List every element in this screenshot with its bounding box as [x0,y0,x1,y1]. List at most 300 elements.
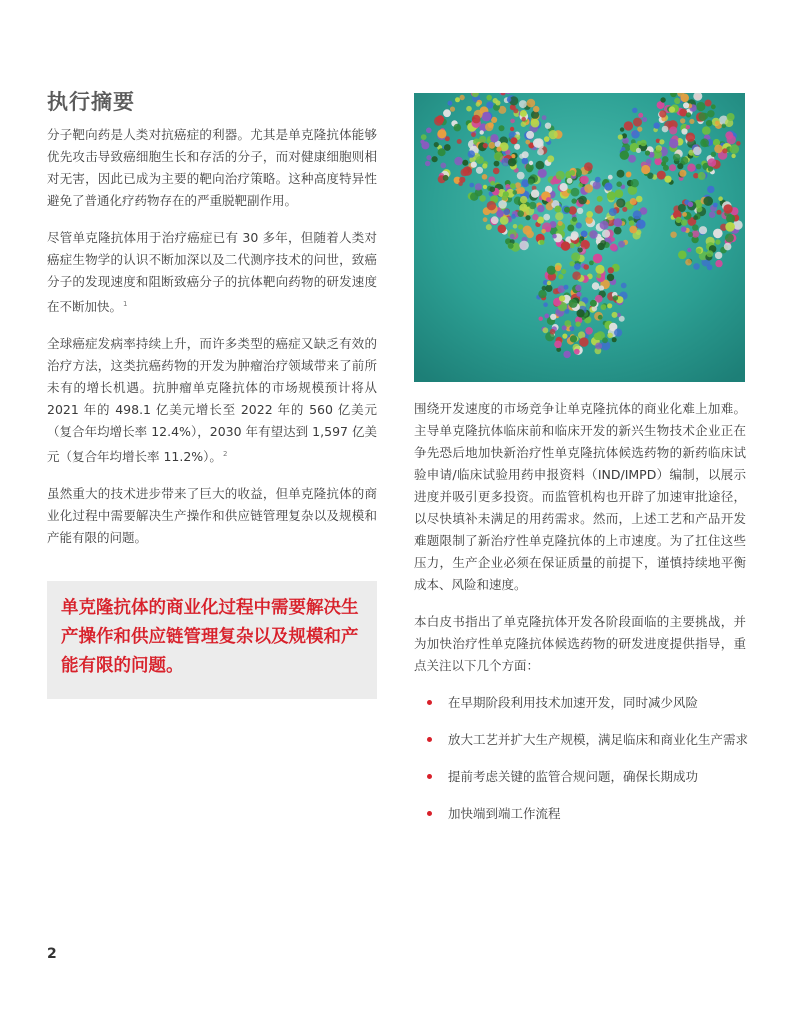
bullet-dot-icon [427,700,432,705]
molecule-bead [614,227,622,235]
molecule-bead [659,110,666,117]
molecule-bead [476,156,484,164]
molecule-bead [495,100,500,105]
molecule-bead [725,131,733,139]
molecule-bead [564,285,569,290]
molecule-bead [730,144,740,154]
molecule-bead [717,210,722,215]
molecule-bead [702,126,711,135]
molecule-bead [480,130,484,134]
molecule-bead [426,128,432,134]
molecule-bead [437,129,446,138]
molecule-bead [486,95,492,101]
molecule-bead [696,164,702,170]
paragraph-intro: 分子靶向药是人类对抗癌症的利器。尤其是单克隆抗体能够优先攻击导致癌细胞生长和存活的分子，而对健康细胞则相对无害，因此已成为主要的靶向治疗策略。这种高度特异性避免了普通化疗药物存在的严重脱靶副作用。 [47,127,377,208]
molecule-bead [544,314,549,319]
molecule-bead [483,217,488,222]
focus-list [414,692,749,825]
molecule-bead [607,191,616,200]
molecule-bead [503,209,509,215]
molecule-bead [574,263,581,270]
molecule-bead [612,312,618,318]
molecule-bead [542,115,547,120]
molecule-bead [618,241,625,248]
molecule-bead [498,200,507,209]
molecule-bead [620,151,629,160]
molecule-bead [698,172,706,180]
molecule-bead [458,181,463,186]
molecule-bead [616,198,625,207]
list-item: 加快端到端工作流程 [414,803,746,825]
molecule-bead [696,248,702,254]
molecule-bead [459,95,464,100]
molecule-bead [500,216,509,225]
molecule-bead [707,110,714,117]
molecule-bead [584,162,593,171]
molecule-bead [486,102,493,109]
molecule-bead [482,163,487,168]
molecule-bead [660,97,665,102]
molecule-bead [544,136,550,142]
molecule-bead [680,94,689,103]
molecule-bead [682,212,687,217]
molecule-bead [693,215,698,220]
molecule-bead [514,144,520,150]
pull-quote-box [47,581,377,699]
molecule-bead [610,237,615,242]
molecule-bead [443,175,449,181]
molecule-bead [722,148,727,153]
molecule-bead [529,202,536,209]
molecule-bead [707,264,713,270]
molecule-bead [572,271,581,280]
molecule-bead [628,155,636,163]
molecule-bead [471,162,477,168]
molecule-bead [543,327,549,333]
molecule-bead [669,106,675,112]
molecule-bead [711,104,716,109]
molecule-bead [539,317,543,321]
molecule-bead [578,196,587,205]
molecule-bead [469,183,474,188]
molecule-bead [688,202,693,207]
molecule-bead [517,210,524,217]
molecule-bead [510,119,515,124]
molecule-bead [657,171,666,180]
molecule-bead [462,160,468,166]
molecule-bead [531,119,540,128]
molecule-bead [681,128,687,134]
molecule-bead [576,222,582,228]
molecule-bead [608,175,613,180]
molecule-bead [486,139,490,143]
molecule-bead [490,187,496,193]
list-item: 放大工艺并扩大生产规模，满足临床和商业化生产需求 [414,729,746,751]
footnote-ref-2[interactable]: 2 [222,450,228,459]
molecule-bead [601,304,607,310]
molecule-bead [508,158,516,166]
molecule-bead [567,178,573,184]
molecule-bead [564,320,571,327]
molecule-bead [607,274,614,281]
molecule-bead [700,138,709,147]
molecule-bead [692,224,698,230]
molecule-bead [519,100,527,108]
molecule-bead [541,229,546,234]
molecule-bead [475,183,482,190]
molecule-bead [689,119,694,124]
molecule-bead [570,170,576,176]
molecule-bead [722,124,727,129]
molecule-bead [727,113,735,121]
molecule-bead [448,101,453,106]
molecule-bead [564,309,569,314]
molecule-bead [554,206,561,213]
molecule-bead [618,134,623,139]
bullet-dot-icon [427,737,432,742]
molecule-bead [706,120,712,126]
molecule-bead [571,252,580,261]
bullet-dot-icon [427,774,432,779]
molecule-bead [685,259,692,266]
molecule-bead [602,230,610,238]
molecule-bead [599,285,604,290]
molecule-bead [536,161,545,170]
molecule-bead [493,168,500,175]
molecule-bead [537,149,544,156]
molecule-bead [520,196,528,204]
molecule-bead [678,251,687,260]
molecule-bead [491,216,499,224]
molecule-bead [673,154,681,162]
molecule-bead [681,219,687,225]
molecule-bead [723,204,732,213]
molecule-bead [561,241,570,250]
molecule-bead [454,157,463,166]
molecule-bead [482,174,488,180]
molecule-bead [669,164,676,171]
page-number: 2 [47,946,57,962]
molecule-bead [527,99,536,108]
molecule-bead [586,211,593,218]
paragraph-history: 尽管单克隆抗体用于治疗癌症已有 30 多年，但随着人类对癌症生物学的认识不断加深以及二代测序技术的问世，致癌分子的发现速度和阻断致癌分子的抗体靶向药物的研发速度在不断加快。$^1$ [47,230,377,315]
molecule-bead [629,220,635,226]
molecule-bead [538,290,546,298]
molecule-bead [483,185,487,189]
molecule-bead [633,210,642,219]
molecule-bead [598,315,603,320]
molecule-bead [617,170,625,178]
molecule-bead [709,211,716,218]
molecule-bead [569,299,578,308]
molecule-bead [686,133,695,142]
molecule-bead [479,136,487,144]
molecule-bead [705,100,712,107]
molecule-bead [664,176,671,183]
molecule-bead [561,269,566,274]
molecule-bead [533,106,539,112]
molecule-bead [654,122,660,128]
molecule-bead [616,181,622,187]
paragraph-market: 全球癌症发病率持续上升，而许多类型的癌症又缺乏有效的治疗方法，这类抗癌药物的开发为肿瘤治疗领域带来了前所未有的增长机遇。抗肿瘤单克隆抗体的市场规模预计将从 2021 年的 498.1 亿美元增长至 2022 年的 560 亿美元（复合年均增长率 12.4%），2030 年有望达到 1,597 亿美元（复合年均增长率 11.2%）。$^2$ [47,336,377,465]
molecule-bead [584,184,593,193]
molecule-bead [517,172,525,180]
molecule-bead [518,224,523,229]
molecule-bead [681,227,687,233]
molecule-bead [579,337,588,346]
molecule-bead [597,196,603,202]
molecule-bead [679,170,686,177]
molecule-bead [525,215,530,220]
molecule-bead [731,154,735,158]
molecule-bead [454,124,462,132]
molecule-bead [724,243,732,251]
molecule-bead [654,158,661,165]
molecule-bead [529,161,533,165]
molecule-bead [555,212,563,220]
molecule-bead [693,147,702,156]
molecule-bead [526,131,534,139]
molecule-bead [713,203,718,208]
molecule-bead [563,351,570,358]
molecule-bead [562,334,567,339]
molecule-bead [531,190,539,198]
molecule-bead [513,224,518,229]
molecule-bead [589,261,594,266]
molecule-bead [600,221,609,230]
molecule-bead [610,244,617,251]
molecule-bead [624,121,633,130]
molecule-bead [593,254,603,264]
molecule-bead [645,150,650,155]
molecule-bead [513,190,518,195]
molecule-bead [612,337,617,342]
molecule-bead [577,309,585,317]
molecule-bead [552,234,557,239]
molecule-bead [559,295,565,301]
molecule-bead [511,137,518,144]
molecule-bead [545,123,551,129]
molecule-bead [560,183,568,191]
molecule-bead [432,156,438,162]
molecule-bead [607,333,613,339]
molecule-bead [590,300,597,307]
molecule-bead [633,118,642,127]
molecule-bead [629,226,637,234]
molecule-bead [490,181,495,186]
molecule-bead [547,155,554,162]
molecule-bead [676,217,682,223]
molecule-bead [706,250,713,257]
molecule-bead [438,148,446,156]
molecule-bead [577,247,582,252]
molecule-bead [558,274,563,279]
molecule-bead [725,233,734,242]
molecule-bead [450,107,455,112]
molecule-bead [519,154,524,159]
molecule-bead [476,167,483,174]
molecule-bead [597,243,604,250]
molecule-bead [555,265,561,271]
molecule-bead [620,127,624,131]
molecule-bead [502,195,508,201]
molecule-bead [696,102,705,111]
molecule-bead [614,329,622,337]
molecule-bead [677,163,683,169]
molecule-bead [550,329,556,335]
molecule-bead [714,145,723,154]
molecule-bead [468,150,475,157]
molecule-bead [543,302,548,307]
molecule-bead [604,183,612,191]
molecule-bead [688,232,693,237]
molecule-bead [457,139,462,144]
molecule-bead [494,161,500,167]
molecule-bead [698,112,707,121]
molecule-bead [715,260,722,267]
molecule-bead [613,295,618,300]
molecule-bead [569,261,574,266]
molecule-bead [713,229,723,239]
molecule-bead [426,155,431,160]
molecule-bead [470,193,478,201]
molecule-bead [659,139,664,144]
molecule-bead [499,125,505,131]
molecule-bead [522,158,529,165]
molecule-bead [479,195,486,202]
molecule-bead [708,166,713,171]
molecule-bead [521,117,526,122]
molecule-bead [595,265,604,274]
molecule-bead [607,303,612,308]
molecule-bead [661,161,666,166]
molecule-bead [570,233,577,240]
molecule-bead [725,222,735,232]
molecule-bead [687,248,691,252]
molecule-bead [578,183,583,188]
molecule-bead [472,115,481,124]
molecule-bead [520,110,527,117]
molecule-bead [715,239,720,244]
molecule-bead [687,164,695,172]
molecule-bead [485,123,493,131]
molecule-bead [580,176,589,185]
molecule-bead [622,137,629,144]
molecule-bead [455,97,460,102]
molecule-bead [683,102,689,108]
antibody-molecule-image [414,93,745,382]
molecule-bead [528,179,534,185]
molecule-bead [595,205,603,213]
list-item: 提前考虑关键的监管合规问题，确保长期成功 [414,766,746,788]
molecule-bead [626,172,632,178]
molecule-bead [589,230,597,238]
molecule-bead [549,130,558,139]
molecule-bead [638,113,643,118]
paragraph-whitepaper: 本白皮书指出了单克隆抗体开发各阶段面临的主要挑战，并为加快治疗性单克隆抗体候选药物的研发进度提供指导，重点关注以下几个方面： [414,614,746,673]
molecule-bead [680,118,685,123]
molecule-bead [434,142,439,147]
list-item: 在早期阶段利用技术加速开发，同时减少风险 [414,692,746,714]
molecule-bead [597,274,602,279]
molecule-bead [696,206,702,212]
molecule-bead [621,283,627,289]
molecule-bead [631,130,639,138]
molecule-bead [595,177,601,183]
molecule-bead [636,220,645,229]
molecule-bead [547,281,551,285]
molecule-bead [537,143,543,149]
molecule-bead [508,243,514,249]
molecule-bead [518,187,525,194]
molecule-bead [718,196,723,201]
molecule-bead [538,169,547,178]
molecule-bead [569,326,574,331]
molecule-bead [609,208,617,216]
molecule-bead [630,198,637,205]
molecule-bead [420,140,424,144]
molecule-bead [507,98,512,103]
molecule-bead [602,337,608,343]
molecule-bead [461,169,469,177]
molecule-bead [662,126,669,133]
molecule-bead [703,196,713,206]
molecule-bead [564,207,570,213]
molecule-bead [583,264,589,270]
molecule-bead [556,171,565,180]
molecule-bead [715,252,722,259]
molecule-bead [558,221,563,226]
molecule-bead [471,132,476,137]
molecule-bead [567,225,574,232]
molecule-bead [637,127,642,132]
molecule-bead [576,292,581,297]
molecule-bead [572,217,577,222]
molecule-bead [571,198,576,203]
molecule-bead [443,109,451,117]
molecule-bead [436,115,444,123]
molecule-bead [543,214,550,221]
molecule-bead [686,112,691,117]
molecule-bead [498,225,507,234]
molecule-bead [525,140,530,145]
molecule-bead [699,226,707,234]
molecule-bead [546,197,551,202]
footnote-ref-1[interactable]: 1 [123,300,128,308]
molecule-bead [670,232,676,238]
molecule-bead [708,158,717,167]
molecule-bead [571,188,580,197]
molecule-bead [570,335,577,342]
molecule-bead [490,134,498,142]
molecule-bead [585,327,593,335]
molecule-bead [686,125,690,129]
molecule-bead [510,234,515,239]
molecule-bead [594,333,601,340]
molecule-bead [476,102,481,107]
molecule-bead [483,143,488,148]
molecule-bead [537,205,545,213]
molecule-bead [592,282,600,290]
bullet-dot-icon [427,811,432,816]
molecule-bead [636,148,641,153]
molecule-bead [575,285,581,291]
molecule-bead [547,266,556,275]
molecule-bead [482,112,492,122]
molecule-bead [575,321,580,326]
molecule-bead [641,165,650,174]
molecule-bead [693,263,700,270]
